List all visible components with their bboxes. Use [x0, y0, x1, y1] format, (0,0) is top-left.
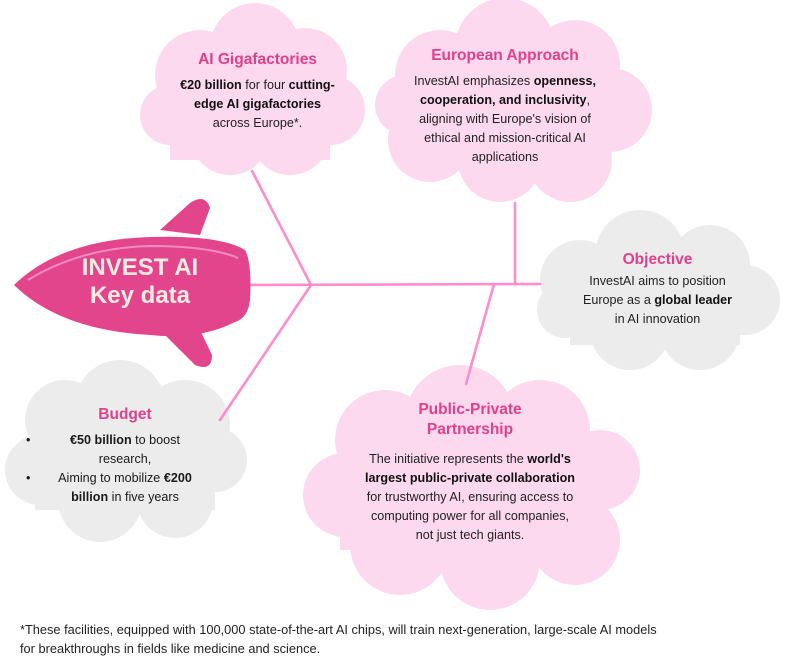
text: ,: [586, 93, 591, 107]
node-body: [140, 76, 375, 133]
node-body: [330, 450, 610, 545]
bold-text: edge AI gigafactories: [194, 97, 321, 111]
center-label: [60, 254, 220, 310]
text: Aiming to mobilize: [58, 471, 164, 485]
text: Europe as a: [582, 293, 655, 307]
text: across Europe*.: [212, 116, 303, 130]
bold-text: openness,: [533, 74, 596, 88]
node-european-approach: [390, 46, 620, 167]
title-line: Partnership: [426, 421, 514, 438]
title-line: Public-Private: [418, 401, 522, 418]
text: computing power for all companies,: [370, 509, 570, 523]
bold-text: €50 billion: [70, 433, 132, 447]
footnote-line: *These facilities, equipped with 100,000 state-of-the-art AI chips, will train next-generation, large-scale AI models: [20, 622, 657, 637]
bullet-icon: •: [26, 433, 31, 447]
node-body: [555, 272, 760, 329]
budget-item: [26, 469, 220, 507]
bold-text: cutting-: [288, 78, 335, 92]
budget-list: [26, 431, 220, 507]
node-objective: [555, 250, 760, 329]
text: ethical and mission-critical AI: [424, 131, 586, 145]
node-title: European Approach: [431, 47, 579, 64]
text: to boost: [131, 433, 180, 447]
node-gigafactories: [140, 50, 375, 133]
text: The initiative represents the: [369, 452, 528, 466]
bold-text: global leader: [654, 293, 733, 307]
bullet-icon: •: [26, 471, 31, 485]
text: research,: [98, 452, 152, 466]
bold-text: world's: [527, 452, 571, 466]
node-partnership: [330, 400, 610, 545]
text: applications: [471, 150, 539, 164]
text: InvestAI emphasizes: [414, 74, 534, 88]
node-title: AI Gigafactories: [198, 51, 317, 68]
node-title: Objective: [622, 251, 693, 268]
footnote-line: for breakthroughs in fields like medicine and science.: [20, 641, 321, 656]
center-label-line2: Key data: [89, 282, 191, 309]
bold-text: €200: [163, 471, 192, 485]
bold-text: billion: [71, 490, 109, 504]
text: InvestAI aims to position: [589, 274, 726, 288]
node-body: [390, 72, 620, 167]
footnote: [20, 620, 798, 658]
text: in five years: [108, 490, 179, 504]
bold-text: €20 billion: [180, 78, 242, 92]
node-title: [330, 400, 610, 440]
budget-item: [26, 431, 220, 469]
bold-text: largest public-private collaboration: [365, 471, 575, 485]
node-title: Budget: [98, 406, 152, 423]
node-budget: [26, 405, 220, 507]
bold-text: cooperation, and inclusivity: [419, 93, 587, 107]
text: in AI innovation: [614, 312, 701, 326]
text: for trustworthy AI, ensuring access to: [366, 490, 574, 504]
text: for four: [241, 78, 289, 92]
text: aligning with Europe's vision of: [419, 112, 591, 126]
text: not just tech giants.: [415, 528, 525, 542]
center-label-line1: INVEST AI: [81, 254, 199, 281]
